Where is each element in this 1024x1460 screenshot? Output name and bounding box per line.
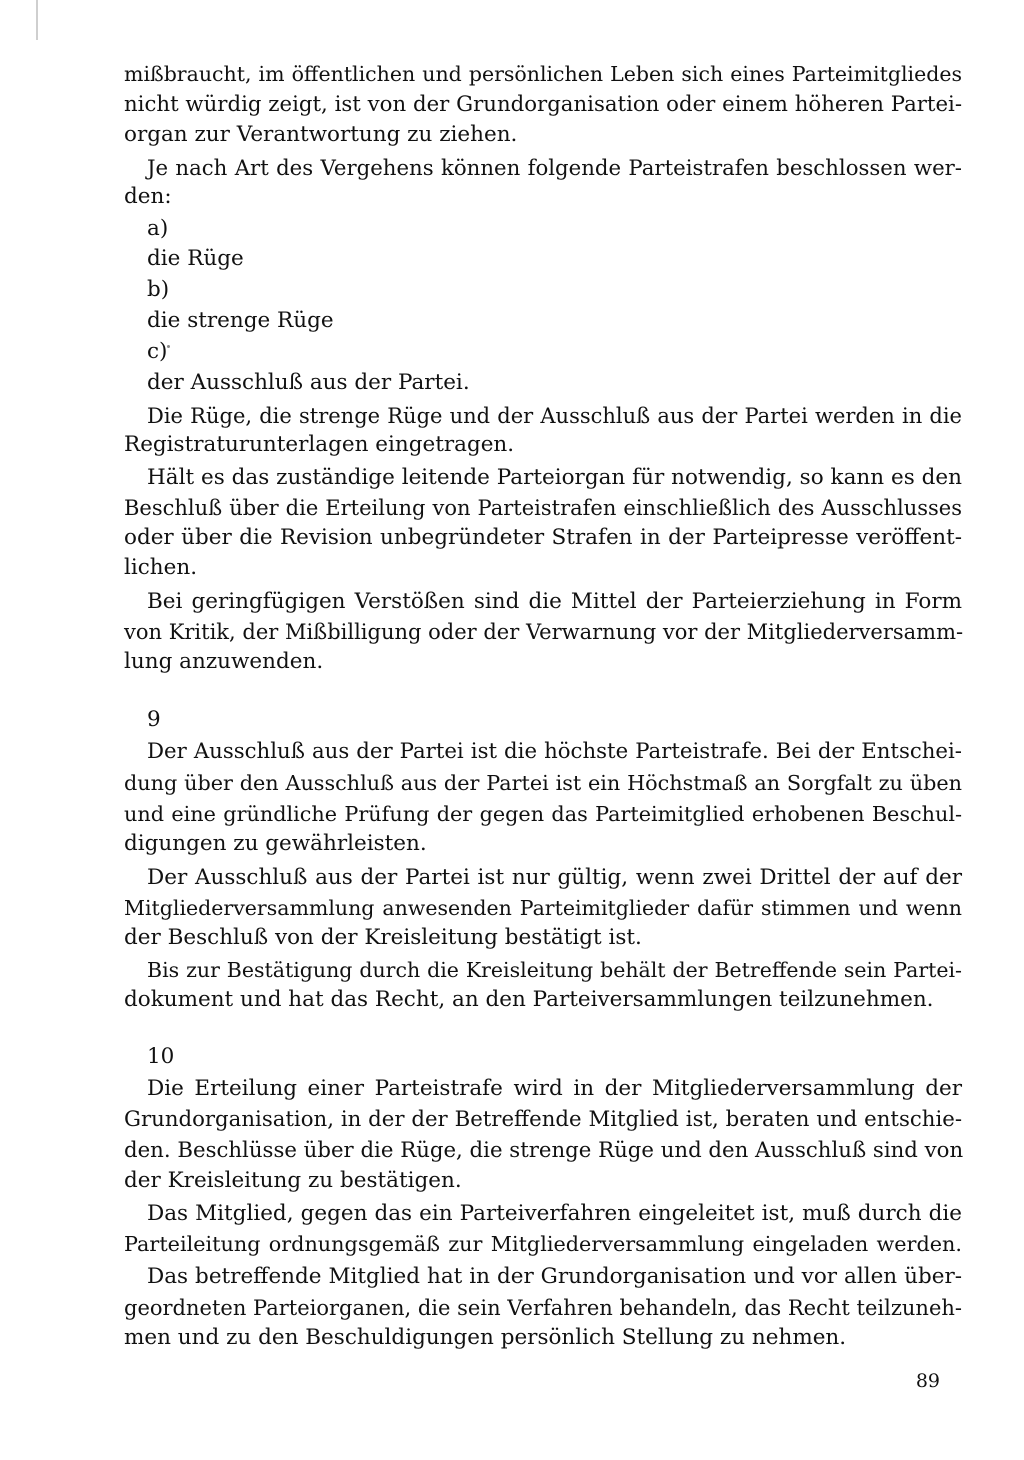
body-line: dung über den Ausschluß aus der Partei ist ein Höchstmaß an Sorgfalt zu üben [124,771,962,795]
body-line: Hält es das zuständige leitende Parteiorgan für notwendig, so kann es den [147,465,962,490]
body-line: den: [124,184,172,209]
list-item-marker: b) [147,277,170,302]
body-line: Registraturunterlagen eingetragen. [124,432,515,457]
body-line: lichen. [124,555,198,580]
body-line: der Beschluß von der Kreisleitung bestätigt ist. [124,925,642,950]
body-line: der Kreisleitung zu bestätigen. [124,1168,462,1193]
body-line: Bis zur Bestätigung durch die Kreisleitung behält der Betreffende sein Partei- [147,958,962,982]
section-number: 10 [147,1044,175,1069]
list-item-text: die strenge Rüge [147,308,334,333]
body-line: Das Mitglied, gegen das ein Parteiverfahren eingeleitet ist, muß durch die [147,1201,962,1226]
body-line: Mitgliederversammlung anwesenden Parteimitglieder dafür stimmen und wenn [124,896,962,920]
body-line: Der Ausschluß aus der Partei ist die höchste Parteistrafe. Bei der Entschei- [147,739,962,764]
body-line: und eine gründliche Prüfung der gegen das Parteimitglied erhobenen Beschul- [124,802,962,826]
body-line: Beschluß über die Erteilung von Parteistrafen einschließlich des Ausschlusses [124,496,962,520]
body-line: Parteileitung ordnungsgemäß zur Mitgliederversammlung eingeladen werden. [124,1232,962,1256]
body-line: den. Beschlüsse über die Rüge, die strenge Rüge und den Ausschluß sind von [124,1138,964,1163]
body-line: geordneten Parteiorganen, die sein Verfahren behandeln, das Recht teilzuneh- [124,1296,962,1320]
body-line: Die Erteilung einer Parteistrafe wird in der Mitgliederversammlung der [147,1076,962,1101]
list-item-marker: c) [147,339,168,364]
body-line: Das betreffende Mitglied hat in der Grundorganisation und vor allen über- [147,1264,962,1289]
body-line: digungen zu gewährleisten. [124,831,427,856]
list-item-marker: a) [147,216,169,241]
list-item-text: die Rüge [147,246,244,271]
list-item-text: der Ausschluß aus der Partei. [147,370,470,395]
body-line: Der Ausschluß aus der Partei ist nur gültig, wenn zwei Drittel der auf der [147,865,962,890]
body-line: lung anzuwenden. [124,649,324,674]
body-line: Bei geringfügigen Verstößen sind die Mittel der Parteierziehung in Form [147,589,962,614]
body-line: nicht würdig zeigt, ist von der Grundorganisation oder einem höheren Partei- [124,92,962,117]
body-line: mißbraucht, im öffentlichen und persönlichen Leben sich eines Parteimitgliedes [124,62,962,86]
section-number: 9 [147,707,161,732]
page-number: 89 [915,1370,940,1392]
body-line: Je nach Art des Vergehens können folgende Parteistrafen beschlossen wer- [147,156,962,181]
body-line: Die Rüge, die strenge Rüge und der Ausschluß aus der Partei werden in die [147,404,962,428]
body-line: von Kritik, der Mißbilligung oder der Verwarnung vor der Mitgliederversamm- [124,620,964,644]
body-line: Grundorganisation, in der der Betreffende Mitglied ist, beraten und entschie- [124,1107,962,1132]
body-line: organ zur Verantwortung zu ziehen. [124,122,518,147]
body-line: men und zu den Beschuldigungen persönlich Stellung zu nehmen. [124,1325,847,1350]
body-line: dokument und hat das Recht, an den Parteiversammlungen teilzunehmen. [124,987,934,1012]
scan-edge-mark [36,0,38,40]
body-line: oder über die Revision unbegründeter Strafen in der Parteipresse veröffent- [124,525,962,550]
